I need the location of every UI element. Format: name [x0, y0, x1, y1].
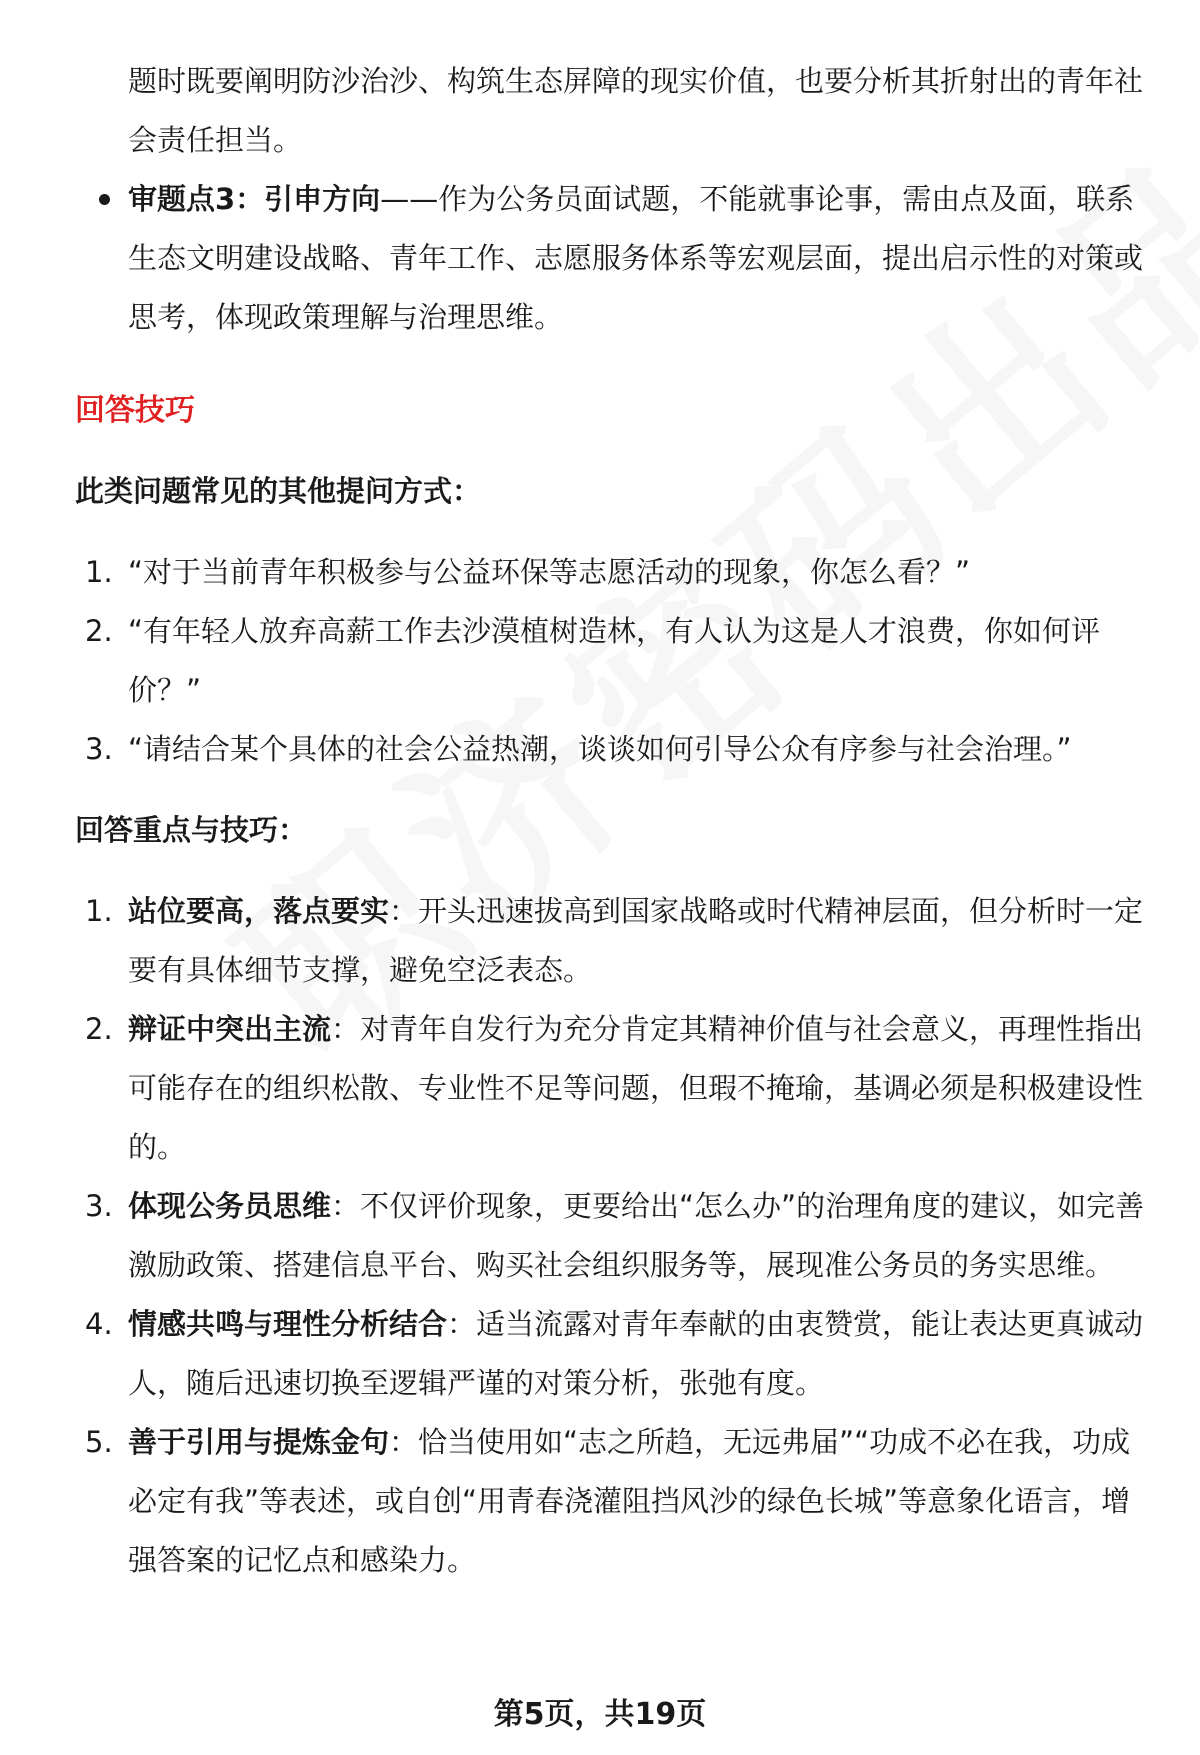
- page-content: [75, 52, 1145, 1590]
- list-item-label: 辩证中突出主流: [128, 1012, 332, 1046]
- list-item-text: “请结合某个具体的社会公益热潮，谈谈如何引导公众有序参与社会治理。”: [128, 732, 1072, 766]
- list-item: [75, 1177, 1145, 1295]
- list-item-text: “有年轻人放弃高薪工作去沙漠植树造林，有人认为这是人才浪费，你如何评价？”: [128, 614, 1101, 707]
- list-item-text: ：不仅评价现象，更要给出“怎么办”的治理角度的建议，如完善激励政策、搭建信息平台、购买社会组织服务等，展现准公务员的务实思维。: [128, 1189, 1145, 1282]
- list-item-text: ：开头迅速拔高到国家战略或时代精神层面，但分析时一定要有具体细节支撑，避免空泛表态。: [128, 894, 1144, 987]
- key-points-heading: 回答重点与技巧：: [75, 813, 308, 847]
- key-points-list: [75, 882, 1145, 1590]
- list-number: 4.: [85, 1307, 113, 1341]
- list-number: 3.: [85, 1189, 113, 1223]
- list-item-label: 站位要高，落点要实: [128, 894, 390, 928]
- bullet-text: ——作为公务员面试题，不能就事论事，需由点及面，联系生态文明建设战略、青年工作、志愿服务体系等宏观层面，提出启示性的对策或思考，体现政策理解与治理思维。: [128, 182, 1144, 334]
- list-item-label: 善于引用与提炼金句: [128, 1425, 390, 1459]
- list-item-label: 情感共鸣与理性分析结合: [128, 1307, 448, 1341]
- list-number: 5.: [85, 1425, 113, 1459]
- other-questions-list: [75, 543, 1145, 779]
- page-number-footer: 第5页，共19页: [493, 1697, 707, 1732]
- list-item: [75, 720, 1145, 779]
- list-item: [75, 1295, 1145, 1413]
- list-item: [75, 602, 1145, 720]
- list-number: 2.: [85, 1012, 113, 1046]
- other-questions-heading: 此类问题常见的其他提问方式：: [75, 474, 482, 508]
- list-number: 2.: [85, 614, 113, 648]
- list-item: [75, 1413, 1145, 1590]
- list-item-text: ：适当流露对青年奉献的由衷赞赏，能让表达更真诚动人，随后迅速切换至逻辑严谨的对策分析，张弛有度。: [128, 1307, 1144, 1400]
- list-item: [75, 1000, 1145, 1177]
- list-item-label: 体现公务员思维: [128, 1189, 332, 1223]
- bullet-list: [75, 170, 1145, 347]
- bullet-label: 审题点3：引申方向: [128, 182, 381, 216]
- bullet-item: [75, 170, 1145, 347]
- list-item-text: ：恰当使用如“志之所趋，无远弗届”“功成不必在我，功成必定有我”等表述，或自创“用青春浇灌阻挡风沙的绿色长城”等意象化语言，增强答案的记忆点和感染力。: [128, 1425, 1131, 1577]
- continuation-paragraph: 题时既要阐明防沙治沙、构筑生态屏障的现实价值，也要分析其折射出的青年社会责任担当。: [128, 64, 1144, 157]
- list-number: 1.: [85, 555, 113, 589]
- list-item-text: “对于当前青年积极参与公益环保等志愿活动的现象，你怎么看？”: [128, 555, 971, 589]
- list-number: 1.: [85, 894, 113, 928]
- section-title: 回答技巧: [75, 393, 195, 428]
- list-number: 3.: [85, 732, 113, 766]
- list-item-text: ：对青年自发行为充分肯定其精神价值与社会意义，再理性指出可能存在的组织松散、专业性不足等问题，但瑕不掩瑜，基调必须是积极建设性的。: [128, 1012, 1144, 1164]
- list-item: [75, 882, 1145, 1000]
- list-item: [75, 543, 1145, 602]
- bullet-dot-icon: [99, 194, 110, 205]
